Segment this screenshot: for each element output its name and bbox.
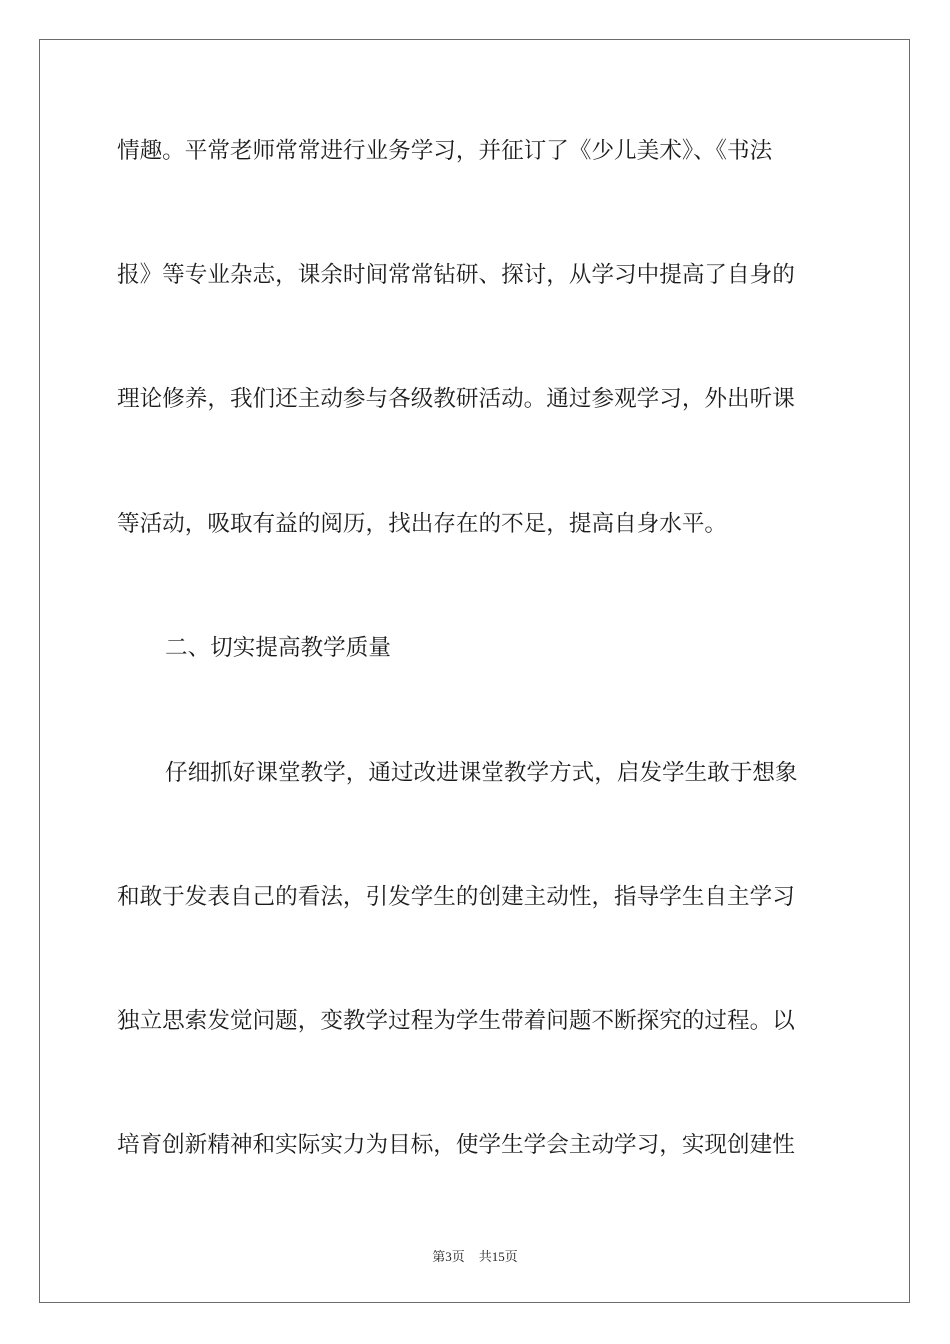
paragraph-line: 理论修养，我们还主动参与各级教研活动。通过参观学习，外出听课 [117,386,795,412]
page-footer [0,1246,950,1265]
paragraph-line: 仔细抓好课堂教学，通过改进课堂教学方式，启发学生敢于想象 [165,760,798,786]
section-heading: 二、切实提高教学质量 [165,635,391,661]
paragraph-line: 等活动，吸取有益的阅历，找出存在的不足，提高自身水平。 [117,511,728,537]
paragraph-line: 和敢于发表自己的看法，引发学生的创建主动性，指导学生自主学习 [117,884,795,910]
paragraph-line: 报》等专业杂志，课余时间常常钻研、探讨，从学习中提高了自身的 [117,262,795,288]
page-total: 共15页 [478,1249,518,1264]
paragraph-line: 情趣。平常老师常常进行业务学习，并征订了《少儿美术》、《书法 [117,138,773,164]
paragraph-line: 培育创新精神和实际实力为目标，使学生学会主动学习，实现创建性 [117,1132,795,1158]
page-number: 第3页 [432,1249,465,1264]
paragraph-line: 独立思索发觉问题，变教学过程为学生带着问题不断探究的过程。以 [117,1008,795,1034]
page-frame [39,39,910,1303]
